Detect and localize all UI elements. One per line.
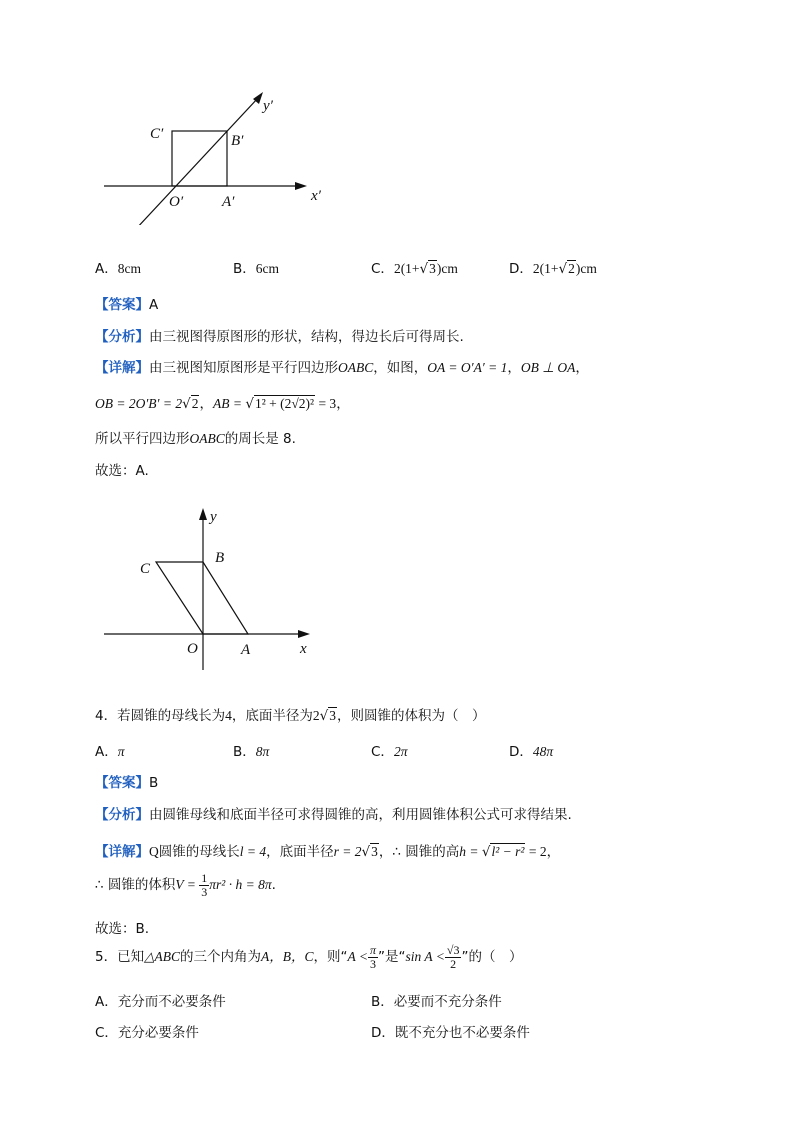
q4-answer [95,771,158,791]
q4-option-d [509,740,553,760]
eq-radicand: 1² + (2√2)² [254,396,315,411]
option-letter: C． [371,261,394,277]
fraction-one-third [199,872,209,898]
label-o: O [187,641,198,657]
q3-detail-line2: OB = 2O′B′ = 2√2，AB = √1² + (2√2)² = 3， [95,396,350,412]
detail-radicand: 3 [371,844,378,859]
option-letter: A． [95,744,118,760]
x-axis-arrow [298,630,310,638]
stem-condition: A < [347,949,368,965]
detail-end: ， [575,360,589,376]
label-b: B [215,550,225,566]
q4-stem: 4．若圆锥的母线长为4，底面半径为2√3，则圆锥的体积为（ ） [95,708,486,724]
stem-text: ”的（ ） [461,949,523,966]
volume-eq: πr² · h = 8π [209,877,272,893]
stem-value: 4 [225,708,232,723]
eq-end: ， [336,396,350,412]
analysis-tag: 【分析】 [95,807,149,823]
analysis-text: 由三视图得原图形的形状，结构，得边长后可得周长. [149,329,464,345]
q3-option-d: D．2(1+√2)cm [509,261,597,277]
detail-text: 由三视图知原图形是平行四边形 [149,360,338,376]
option-text-pre: 2(1+ [393,261,420,276]
detail-shape: OABC [338,360,374,375]
parallelogram-oabc [156,562,248,634]
option-letter: B． [233,744,256,760]
option-text-post: )cm [575,261,597,276]
option-text: 48π [532,744,554,759]
detail-text: ，如图， [373,360,428,376]
q4-detail-line2 [95,872,276,898]
label-x-prime: x′ [311,188,321,204]
option-letter: B． [233,261,256,277]
detail-eq: r = 2 [333,844,362,859]
q3-option-b [233,257,279,277]
fraction-pi-over-3 [368,944,378,970]
stem-text: 4．若圆锥的母线长为 [95,708,226,724]
label-c: C [140,561,151,577]
q4-option-a [95,740,125,760]
eq-ab: AB = [212,396,246,411]
q3-conclusion [95,427,296,447]
figure-original-parallelogram [100,505,330,670]
x-prime-arrow [295,182,307,190]
option-text: 8π [255,744,270,759]
fraction-denominator: 3 [369,956,376,971]
q4-option-c [371,740,407,760]
label-a-prime: A′ [222,194,235,210]
label-a: A [241,642,251,658]
eq-sep: ， [199,396,213,412]
answer-text: A [149,297,159,313]
q3-analysis [95,325,464,345]
label-y-prime: y′ [263,98,273,114]
y-prime-axis [135,98,258,225]
q5-option-d: D．既不充分也不必要条件 [371,1025,530,1041]
conclusion-text: 所以平行四边形 [95,431,190,447]
stem-text: ，则“ [313,949,348,966]
stem-text: ，则圆锥的体积为（ ） [336,708,486,724]
volume-text: ∴ 圆锥的体积 [95,877,176,894]
stem-text: 的三个内角为 [179,949,261,966]
detail-tag: 【详解】 [95,844,149,860]
q4-analysis [95,803,572,823]
detail-tag: 【详解】 [95,360,149,376]
because-symbol: Q [149,844,159,859]
fraction-denominator: 3 [201,884,208,899]
label-o-prime: O′ [169,194,184,210]
q3-answer [95,293,158,313]
option-text: 8cm [117,261,141,276]
q4-option-b [233,740,269,760]
q3-detail [95,356,589,376]
label-b-prime: B′ [231,133,244,149]
figure-intuitive-drawing [95,90,345,225]
option-letter: D． [509,261,533,277]
analysis-tag: 【分析】 [95,329,149,345]
label-y: y [210,509,217,525]
fraction-numerator: √3 [446,943,460,957]
q3-option-c: C．2(1+√3)cm [371,261,458,277]
option-letter: C． [371,744,394,760]
detail-eq: OA = O′A′ = 1 [427,360,508,375]
detail-radicand: l² − r² [491,844,525,859]
detail-eq: = 2 [525,844,547,859]
option-letter: D． [509,744,533,760]
stem-text: 5．已知 [95,949,145,966]
conclusion-text: 的周长是 8. [224,431,296,447]
stem-value: 2 [312,708,320,723]
q3-option-a [95,257,141,277]
stem-radicand: 3 [329,708,336,723]
label-c-prime: C′ [150,126,164,142]
option-text: 6cm [255,261,280,276]
option-radicand: 3 [429,261,436,276]
stem-text: ，底面半径为 [231,708,313,724]
stem-triangle: △ABC [144,949,180,965]
conclusion-shape: OABC [189,431,225,446]
fraction-numerator: 1 [201,871,208,885]
detail-eq: l = 4 [239,844,267,859]
option-radicand: 2 [568,261,575,276]
detail-text: 圆锥的母线长 [158,844,240,860]
answer-tag: 【答案】 [95,775,149,791]
option-text: π [117,744,125,759]
fraction-sqrt3-over-2 [445,944,462,970]
analysis-text: 由圆锥母线和底面半径可求得圆锥的高，利用圆锥体积公式可求得结果. [149,807,572,823]
option-letter: A． [95,261,118,277]
y-axis-arrow [199,508,207,520]
stem-condition: sin A < [405,949,445,965]
q5-stem [95,944,522,970]
detail-text: ，∴ 圆锥的高 [378,844,460,860]
eq-result: = 3 [315,396,337,411]
detail-end: ， [546,844,561,860]
detail-eq: h = [459,844,482,859]
fraction-denominator: 2 [450,956,457,971]
option-text-post: )cm [436,261,458,276]
volume-end: . [271,877,276,894]
q5-option-b: B．必要而不充分条件 [371,994,502,1010]
fraction-numerator: π [369,943,376,957]
eq-ob: OB = 2O′B′ = 2 [95,396,183,411]
option-text: 2π [393,744,408,759]
detail-eq: OB ⊥ OA [520,360,576,375]
eq-radicand: 2 [191,396,199,411]
answer-text: B [149,775,159,791]
answer-tag: 【答案】 [95,297,149,313]
q4-choose: 故选：B. [95,921,150,937]
volume-eq: V = [175,877,200,893]
stem-angles: A，B，C [260,949,314,965]
q3-choose: 故选：A. [95,463,149,479]
detail-text: ，底面半径 [266,844,334,860]
option-text-pre: 2(1+ [532,261,559,276]
q4-detail: 【详解】Q圆锥的母线长l = 4，底面半径r = 2√3，∴ 圆锥的高h = √l² − r² = 2， [95,844,561,860]
stem-text: ”是“ [378,949,406,966]
label-x: x [300,641,307,657]
q5-option-a: A．充分而不必要条件 [95,994,226,1010]
detail-sep: ， [507,360,521,376]
q5-option-c: C．充分必要条件 [95,1025,199,1041]
